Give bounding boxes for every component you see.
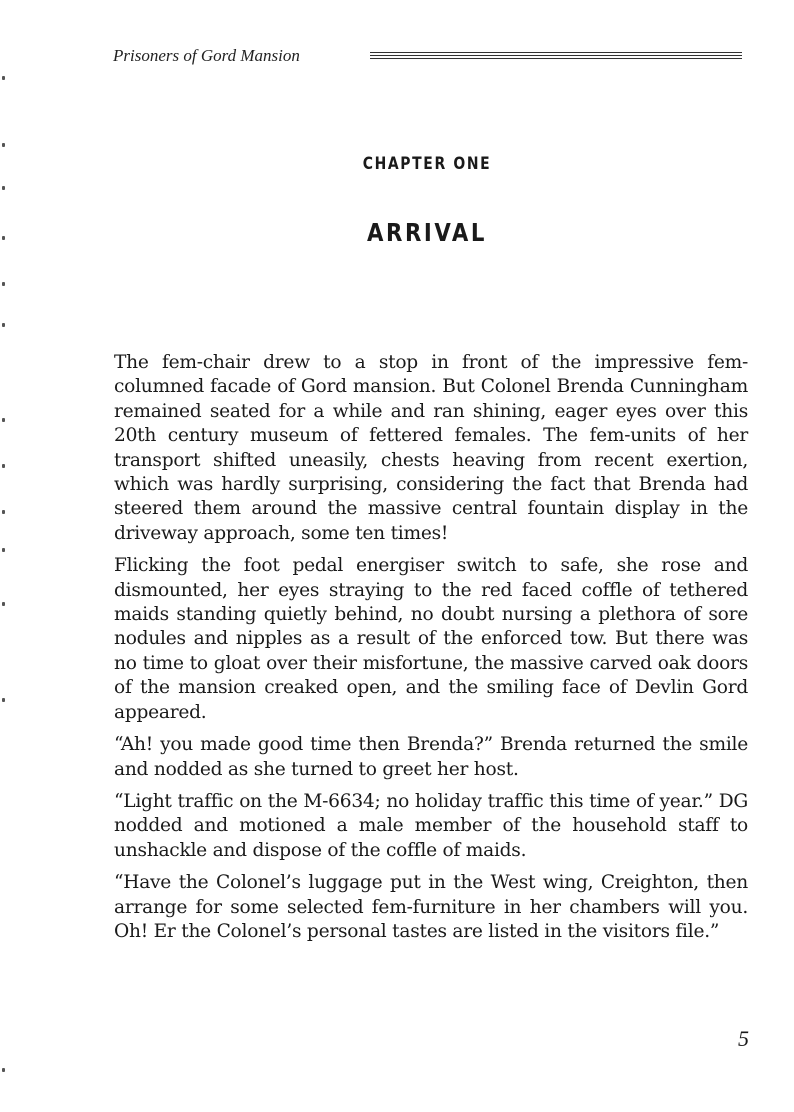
paragraph: Flicking the foot pedal energiser switch to safe, she rose and dismounted, her eyes straying to the red faced coffle of tethered maids standing quietly behind, no doubt nursing a plethora of sore nodules and nipples as a result of the enforced tow. But there was no time to gloat over their misfortune, the massive carved oak doors of the mansion creaked open, and the smiling face of Devlin Gord appeared. bbox=[114, 555, 748, 723]
margin-speck bbox=[2, 143, 5, 147]
header-rule bbox=[370, 52, 742, 61]
margin-speck bbox=[2, 602, 5, 606]
paragraph: “Light traffic on the M-6634; no holiday traffic this time of year.” DG nodded and motioned a male member of the household staff to unshackle and dispose of the coffle of maids. bbox=[114, 790, 748, 861]
margin-speck bbox=[2, 464, 5, 468]
margin-speck bbox=[2, 186, 5, 190]
margin-speck bbox=[2, 698, 5, 702]
body-text bbox=[114, 351, 748, 952]
margin-speck bbox=[2, 548, 5, 552]
page-number: 5 bbox=[738, 1026, 749, 1051]
chapter-title: ARRIVAL bbox=[367, 218, 487, 247]
margin-speck bbox=[2, 1068, 5, 1072]
paragraph: “Have the Colonel’s luggage put in the West wing, Creighton, then arrange for some selected fem-furniture in her chambers will you. Oh! Er the Colonel’s personal tastes are listed in the visitors file.” bbox=[114, 872, 748, 942]
margin-speck bbox=[2, 236, 5, 240]
paragraph: “Ah! you made good time then Brenda?” Brenda returned the smile and nodded as she turned to greet her host. bbox=[114, 734, 748, 780]
margin-speck bbox=[2, 76, 5, 80]
margin-speck bbox=[2, 510, 5, 514]
margin-speck bbox=[2, 282, 5, 286]
running-header-title: Prisoners of Gord Mansion bbox=[113, 46, 300, 65]
chapter-label: CHAPTER ONE bbox=[362, 154, 492, 174]
margin-speck bbox=[2, 418, 5, 422]
paragraph: The fem-chair drew to a stop in front of the impressive fem-columned facade of Gord mansion. But Colonel Brenda Cunningham remained seated for a while and ran shining, eager eyes over this 20th century museum of fettered females. The fem-units of her transport shifted uneasily, chests heaving from recent exertion, which was hardly surprising, considering the fact that Brenda had steered them around the massive central fountain display in the driveway approach, some ten times! bbox=[114, 352, 748, 544]
margin-speck bbox=[2, 323, 5, 327]
